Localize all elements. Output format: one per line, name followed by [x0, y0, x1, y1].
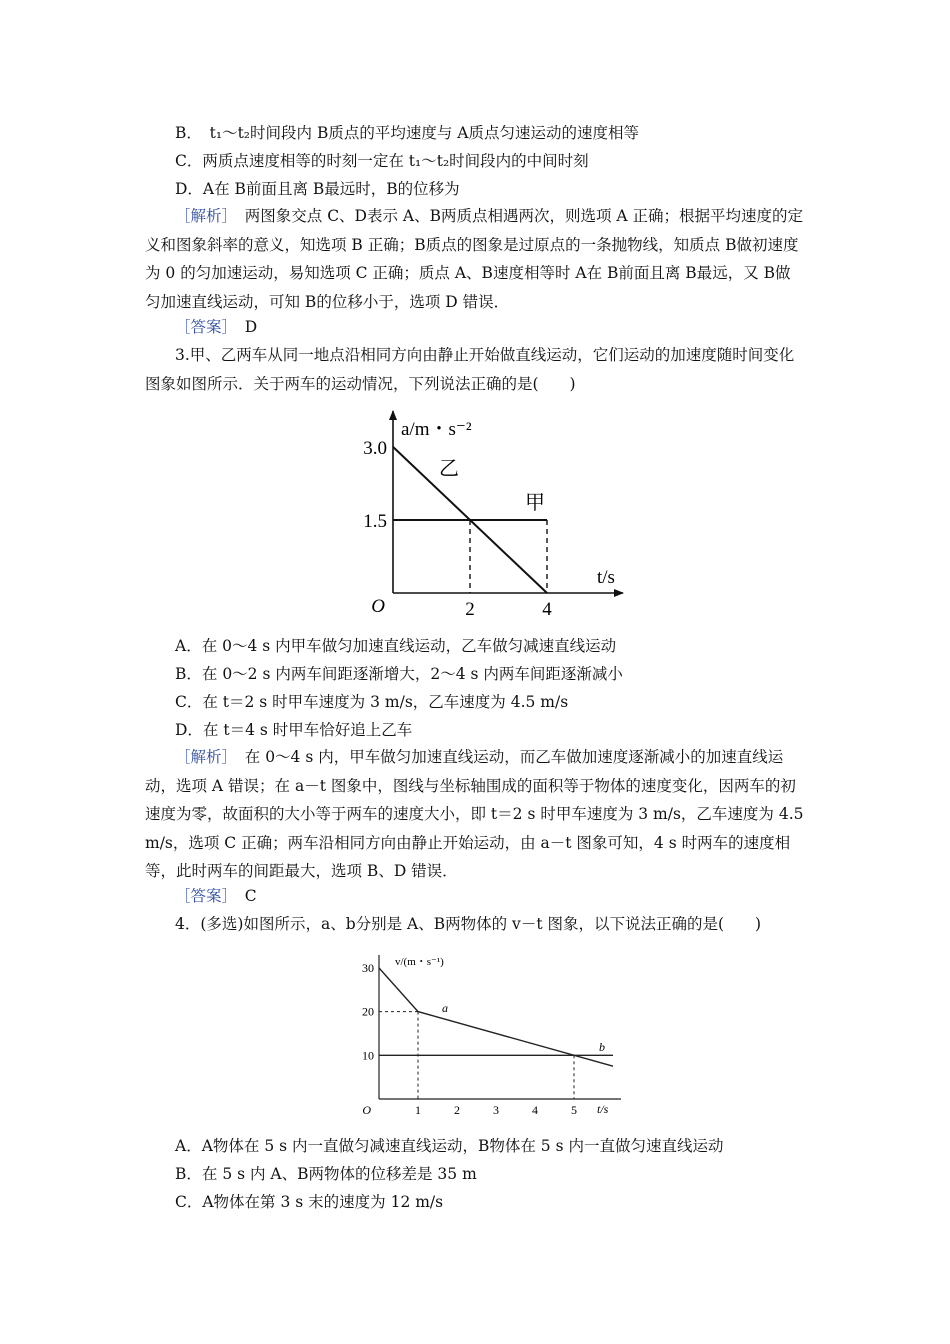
- q4-option-c: C．A物体在第 3 s 末的速度为 12 m/s: [175, 1193, 444, 1211]
- x-axis-label: t/s: [597, 1102, 609, 1116]
- q3-option-c: C．在 t＝2 s 时甲车速度为 3 m/s，乙车速度为 4.5 m/s: [175, 693, 569, 711]
- q4-v-t-chart: [355, 947, 635, 1122]
- q4-stem: 4．(多选)如图所示，a、b分别是 A、B两物体的 v－t 图象，以下说法正确的是( ): [175, 915, 762, 933]
- q2-analysis-tag: ［解析］: [175, 207, 238, 225]
- series-line-a: [379, 968, 613, 1066]
- q3-analysis-tag: ［解析］: [175, 748, 238, 766]
- series-label-yi: 乙: [439, 458, 459, 480]
- q2-option-b: B． t₁～t₂时间段内 B质点的平均速度与 A质点匀速运动的速度相等: [175, 124, 639, 142]
- series-label-b: b: [599, 1040, 605, 1054]
- x-axis-label: t/s: [597, 567, 615, 588]
- q3-option-b: B．在 0～2 s 内两车间距逐渐增大，2～4 s 内两车间距逐渐减小: [175, 665, 623, 683]
- x-tick-label-2: 2: [454, 1103, 460, 1117]
- series-label-a: a: [442, 1001, 448, 1015]
- x-tick-label-5: 5: [571, 1103, 577, 1117]
- y-tick-label-20: 20: [362, 1004, 374, 1019]
- y-tick-label-10: 10: [362, 1048, 374, 1063]
- q3-answer: [175, 886, 257, 906]
- y-tick-label-3.0: 3.0: [363, 437, 387, 459]
- q4-option-a: A．A物体在 5 s 内一直做匀减速直线运动，B物体在 5 s 内一直做匀速直线运动: [175, 1137, 724, 1155]
- q3-answer-tag: ［答案］: [175, 887, 238, 905]
- x-tick-label-2: 2: [465, 599, 475, 620]
- q2-analysis: [145, 202, 805, 316]
- q2-option-d: D．A在 B前面且离 B最远时，B的位移为: [175, 180, 460, 198]
- q3-answer-value: C: [237, 887, 257, 905]
- origin-label: O: [371, 596, 385, 617]
- q2-option-c: C．两质点速度相等的时刻一定在 t₁～t₂时间段内的中间时刻: [175, 152, 589, 170]
- x-tick-label-4: 4: [532, 1103, 538, 1117]
- y-tick-label-1.5: 1.5: [363, 510, 387, 532]
- q3-option-a: A．在 0～4 s 内甲车做匀加速直线运动，乙车做匀减速直线运动: [175, 637, 617, 655]
- x-tick-label-4: 4: [542, 599, 552, 620]
- q4-option-b: B．在 5 s 内 A、B两物体的位移差是 35 m: [175, 1165, 477, 1183]
- series-label-jia: 甲: [525, 492, 545, 514]
- q3-analysis: [145, 743, 805, 886]
- q3-stem: 3.甲、乙两车从同一地点沿相同方向由静止开始做直线运动，它们运动的加速度随时间变化图象如图所示．关于两车的运动情况，下列说法正确的是( ): [145, 346, 795, 393]
- q2-answer: [175, 317, 257, 337]
- q2-answer-tag: ［答案］: [175, 318, 238, 336]
- x-tick-label-1: 1: [415, 1103, 421, 1117]
- q3-option-d: D．在 t＝4 s 时甲车恰好追上乙车: [175, 721, 413, 739]
- y-axis-label: v/(m・s⁻¹): [395, 956, 444, 968]
- q2-answer-value: D: [237, 318, 258, 336]
- q3-analysis-text: 在 0～4 s 内，甲车做匀加速直线运动，而乙车做加速度逐渐减小的加速直线运动，选项 A 错误；在 a－t 图象中，图线与坐标轴围成的面积等于物体的速度变化，因两车的初速度为零，故面积的大小等于两车的速度大小，即 t＝2 s 时甲车速度为 3 m/s，乙车速度为 4.5 m/s，选项 C 正确；两车沿相同方向由静止开始运动，由 a－t 图象可知，4 s 时两车的速度相等，此时两车的间距最大，选项 B、D 错误．: [145, 748, 804, 881]
- q2-analysis-text: 两图象交点 C、D表示 A、B两质点相遇两次，则选项 A 正确；根据平均速度的定义和图象斜率的意义，知选项 B 正确；B质点的图象是过原点的一条抛物线，知质点 B做初速度为 0 的匀加速运动，易知选项 C 正确；质点 A、B速度相等时 A在 B前面且离 B最远，又 B做匀加速直线运动，可知 B的位移小于，选项 D 错误．: [145, 207, 804, 311]
- y-tick-label-30: 30: [362, 960, 374, 975]
- origin-label: O: [362, 1103, 371, 1117]
- y-axis-label: a/m・s⁻²: [401, 419, 472, 440]
- q3-a-t-chart: [355, 405, 655, 620]
- x-tick-label-3: 3: [493, 1103, 499, 1117]
